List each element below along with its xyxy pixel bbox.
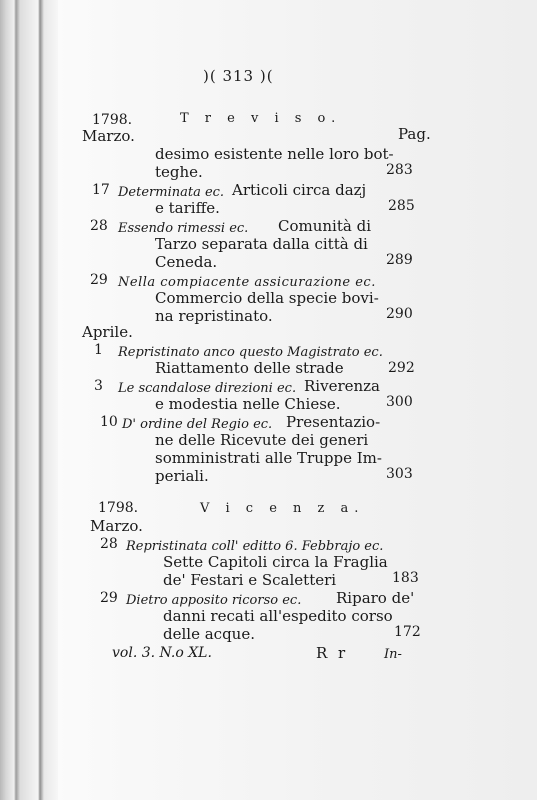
month-heading: Marzo.	[90, 517, 143, 535]
entry-line: Presentazio-	[286, 413, 381, 431]
entry-page: 290	[386, 306, 413, 322]
pag-label: Pag.	[398, 125, 431, 143]
entry-line: somministrati alle Truppe Im-	[155, 449, 382, 467]
entry-line: Comunità di	[278, 217, 371, 235]
entry-page: 292	[388, 360, 415, 376]
section-year: 1798.	[98, 500, 139, 516]
catchword: In-	[384, 647, 402, 662]
entry-line: Riverenza	[304, 377, 380, 395]
section-title: V i c e n z a.	[200, 501, 365, 516]
entry-day: 1	[94, 342, 103, 358]
entry-day: 29	[100, 590, 118, 606]
section-title: T r e v i s o.	[180, 111, 342, 126]
entry-line: desimo esistente nelle loro bot-	[155, 145, 394, 163]
entry-line: delle acque.	[163, 625, 255, 643]
month-heading: Marzo.	[82, 127, 135, 145]
entry-incipit: Repristinato anco questo Magistrato ec.	[118, 345, 383, 360]
entry-line: teghe.	[155, 163, 203, 181]
page-binding-edge	[0, 0, 58, 800]
entry-day: 28	[100, 536, 118, 552]
entry-day: 28	[90, 218, 108, 234]
signature-mark: R r	[316, 644, 349, 662]
entry-incipit: Le scandalose direzioni ec.	[118, 381, 297, 396]
entry-incipit: Repristinata coll' editto 6. Febbrajo ec.	[126, 539, 384, 554]
entry-page: 172	[394, 624, 421, 640]
entry-day: 17	[92, 182, 110, 198]
entry-line: danni recati all'espedito corso	[163, 607, 393, 625]
entry-page: 303	[386, 466, 413, 482]
entry-line: Riparo de'	[336, 589, 415, 607]
entry-line: Riattamento delle strade	[155, 359, 344, 377]
entry-incipit: Dietro apposito ricorso ec.	[126, 593, 302, 608]
entry-day: 10	[100, 414, 118, 430]
entry-line: Commercio della specie bovi-	[155, 289, 379, 307]
entry-page: 283	[386, 162, 413, 178]
entry-page: 289	[386, 252, 413, 268]
entry-line: de' Festari e Scaletteri	[163, 571, 337, 589]
month-heading: Aprile.	[82, 323, 133, 341]
entry-line: periali.	[155, 467, 209, 485]
volume-line: vol. 3. N.o XL.	[112, 645, 212, 661]
entry-line: e tariffe.	[155, 199, 220, 217]
section-year: 1798.	[92, 112, 133, 128]
entry-incipit: Determinata ec.	[118, 185, 225, 200]
entry-line: na repristinato.	[155, 307, 273, 325]
entry-page: 300	[386, 394, 413, 410]
entry-page: 285	[388, 198, 415, 214]
entry-incipit: Nella compiacente assicurazione ec.	[118, 275, 376, 290]
entry-page: 183	[392, 570, 419, 586]
entry-line: Tarzo separata dalla città di	[155, 235, 368, 253]
page-number: )( 313 )(	[203, 67, 274, 85]
entry-incipit: Essendo rimessi ec.	[118, 221, 249, 236]
entry-line: Sette Capitoli circa la Fraglia	[163, 553, 388, 571]
entry-line: Articoli circa dazj	[232, 181, 367, 199]
entry-line: e modestia nelle Chiese.	[155, 395, 341, 413]
entry-day: 29	[90, 272, 108, 288]
entry-incipit: D' ordine del Regio ec.	[122, 417, 273, 432]
entry-line: Ceneda.	[155, 253, 218, 271]
entry-day: 3	[94, 378, 103, 394]
entry-line: ne delle Ricevute dei generi	[155, 431, 369, 449]
